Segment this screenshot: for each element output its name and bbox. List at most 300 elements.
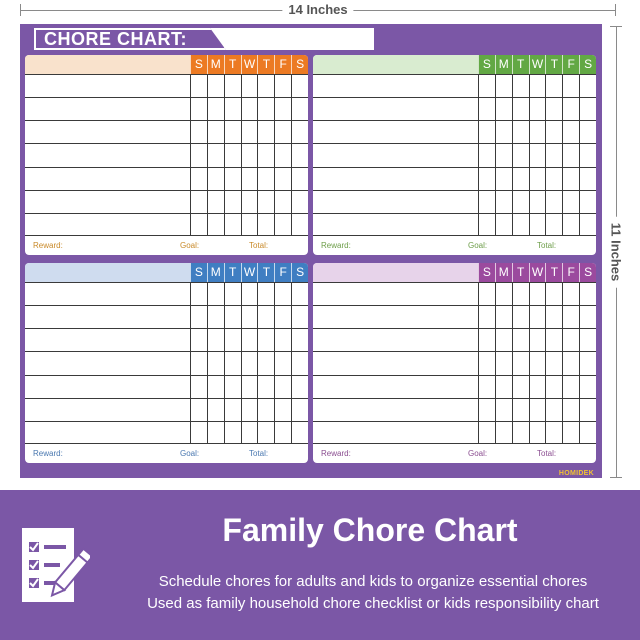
day-check-cell[interactable] bbox=[545, 121, 562, 143]
name-field[interactable] bbox=[313, 263, 478, 282]
chore-row bbox=[25, 120, 308, 143]
day-check-cell[interactable] bbox=[291, 75, 308, 97]
panel-footer bbox=[25, 236, 308, 255]
day-check-cell[interactable] bbox=[512, 306, 529, 328]
day-check-cell[interactable] bbox=[545, 144, 562, 166]
day-check-cell[interactable] bbox=[224, 168, 241, 190]
day-check-cell[interactable] bbox=[529, 329, 546, 351]
day-check-cell[interactable] bbox=[512, 121, 529, 143]
day-check-cell[interactable] bbox=[241, 168, 258, 190]
weekday-label: S bbox=[291, 55, 308, 74]
day-check-cell[interactable] bbox=[241, 352, 258, 374]
weekday-header bbox=[478, 55, 596, 74]
day-check-cell[interactable] bbox=[478, 306, 495, 328]
chore-task-cell[interactable] bbox=[313, 422, 478, 443]
goal-label: Goal: bbox=[180, 241, 200, 250]
day-check-cell[interactable] bbox=[274, 376, 291, 398]
day-check-cell[interactable] bbox=[241, 329, 258, 351]
weekday-label: M bbox=[207, 263, 224, 282]
day-check-cell[interactable] bbox=[241, 191, 258, 213]
day-check-cell[interactable] bbox=[478, 422, 495, 443]
day-check-cell[interactable] bbox=[545, 399, 562, 421]
chore-row bbox=[25, 282, 308, 305]
day-check-cell[interactable] bbox=[579, 422, 596, 443]
day-check-cell[interactable] bbox=[291, 306, 308, 328]
day-check-cell[interactable] bbox=[529, 306, 546, 328]
weekday-label: W bbox=[241, 263, 258, 282]
day-check-cell[interactable] bbox=[224, 399, 241, 421]
total-label: Total: bbox=[537, 241, 557, 250]
panel-header bbox=[313, 55, 596, 74]
day-check-cell[interactable] bbox=[562, 376, 579, 398]
weekday-label: T bbox=[257, 263, 274, 282]
day-check-cell[interactable] bbox=[274, 121, 291, 143]
chore-grid bbox=[313, 74, 596, 236]
day-check-cell[interactable] bbox=[562, 283, 579, 305]
day-check-cell[interactable] bbox=[495, 283, 512, 305]
day-check-cell[interactable] bbox=[257, 306, 274, 328]
day-check-cell[interactable] bbox=[274, 98, 291, 120]
chore-row bbox=[25, 74, 308, 97]
day-check-cell[interactable] bbox=[241, 376, 258, 398]
weekday-label: S bbox=[291, 263, 308, 282]
day-check-cell[interactable] bbox=[579, 283, 596, 305]
day-check-cell[interactable] bbox=[545, 191, 562, 213]
chore-row bbox=[25, 97, 308, 120]
weekday-label: F bbox=[562, 263, 579, 282]
day-check-cell[interactable] bbox=[291, 168, 308, 190]
day-check-cell[interactable] bbox=[478, 98, 495, 120]
weekday-label: S bbox=[478, 263, 495, 282]
day-check-cell[interactable] bbox=[562, 168, 579, 190]
day-check-cell[interactable] bbox=[529, 168, 546, 190]
chore-task-cell[interactable] bbox=[25, 121, 190, 143]
day-check-cell[interactable] bbox=[257, 283, 274, 305]
day-check-cell[interactable] bbox=[291, 214, 308, 235]
day-check-cell[interactable] bbox=[224, 214, 241, 235]
weekday-label: T bbox=[224, 55, 241, 74]
day-check-cell[interactable] bbox=[562, 352, 579, 374]
day-check-cell[interactable] bbox=[257, 376, 274, 398]
day-check-cell[interactable] bbox=[291, 191, 308, 213]
day-check-cell[interactable] bbox=[495, 306, 512, 328]
day-check-cell[interactable] bbox=[190, 352, 207, 374]
day-check-cell[interactable] bbox=[291, 399, 308, 421]
day-check-cell[interactable] bbox=[529, 399, 546, 421]
goal-label: Goal: bbox=[180, 449, 200, 458]
day-check-cell[interactable] bbox=[257, 144, 274, 166]
chore-task-cell[interactable] bbox=[313, 352, 478, 374]
weekday-label: S bbox=[579, 263, 596, 282]
day-check-cell[interactable] bbox=[241, 75, 258, 97]
day-check-cell[interactable] bbox=[495, 75, 512, 97]
chore-row bbox=[25, 190, 308, 213]
chore-task-cell[interactable] bbox=[25, 422, 190, 443]
day-check-cell[interactable] bbox=[495, 191, 512, 213]
chore-task-cell[interactable] bbox=[313, 399, 478, 421]
day-check-cell[interactable] bbox=[529, 191, 546, 213]
day-check-cell[interactable] bbox=[257, 329, 274, 351]
day-check-cell[interactable] bbox=[579, 214, 596, 235]
weekday-label: S bbox=[478, 55, 495, 74]
day-check-cell[interactable] bbox=[241, 144, 258, 166]
total-label: Total: bbox=[249, 241, 269, 250]
day-check-cell[interactable] bbox=[207, 352, 224, 374]
day-check-cell[interactable] bbox=[291, 121, 308, 143]
chore-row bbox=[313, 190, 596, 213]
day-check-cell[interactable] bbox=[190, 75, 207, 97]
weekday-label: W bbox=[529, 263, 546, 282]
day-check-cell[interactable] bbox=[579, 376, 596, 398]
day-check-cell[interactable] bbox=[207, 98, 224, 120]
day-check-cell[interactable] bbox=[562, 121, 579, 143]
chore-chart-board bbox=[20, 24, 602, 478]
panel-header bbox=[25, 263, 308, 282]
panel-header bbox=[25, 55, 308, 74]
weekday-label: S bbox=[190, 263, 207, 282]
day-check-cell[interactable] bbox=[512, 422, 529, 443]
day-check-cell[interactable] bbox=[512, 144, 529, 166]
day-check-cell[interactable] bbox=[478, 376, 495, 398]
day-check-cell[interactable] bbox=[241, 121, 258, 143]
day-check-cell[interactable] bbox=[190, 191, 207, 213]
day-check-cell[interactable] bbox=[274, 399, 291, 421]
reward-label: Reward: bbox=[321, 449, 351, 458]
chore-row bbox=[313, 282, 596, 305]
day-check-cell[interactable] bbox=[562, 144, 579, 166]
day-check-cell[interactable] bbox=[274, 144, 291, 166]
day-check-cell[interactable] bbox=[529, 75, 546, 97]
day-check-cell[interactable] bbox=[207, 376, 224, 398]
day-check-cell[interactable] bbox=[224, 376, 241, 398]
day-check-cell[interactable] bbox=[257, 214, 274, 235]
chore-row bbox=[25, 398, 308, 421]
day-check-cell[interactable] bbox=[562, 399, 579, 421]
chore-row bbox=[313, 375, 596, 398]
chart-title-field bbox=[34, 28, 374, 50]
day-check-cell[interactable] bbox=[579, 121, 596, 143]
chore-task-cell[interactable] bbox=[313, 168, 478, 190]
day-check-cell[interactable] bbox=[190, 399, 207, 421]
day-check-cell[interactable] bbox=[257, 422, 274, 443]
day-check-cell[interactable] bbox=[274, 283, 291, 305]
day-check-cell[interactable] bbox=[274, 306, 291, 328]
chore-grid bbox=[25, 74, 308, 236]
day-check-cell[interactable] bbox=[529, 422, 546, 443]
day-check-cell[interactable] bbox=[207, 191, 224, 213]
day-check-cell[interactable] bbox=[495, 144, 512, 166]
day-check-cell[interactable] bbox=[224, 191, 241, 213]
day-check-cell[interactable] bbox=[512, 98, 529, 120]
day-check-cell[interactable] bbox=[512, 168, 529, 190]
day-check-cell[interactable] bbox=[495, 98, 512, 120]
chore-task-cell[interactable] bbox=[25, 352, 190, 374]
reward-label: Reward: bbox=[33, 449, 63, 458]
chore-task-cell[interactable] bbox=[313, 191, 478, 213]
chore-row bbox=[313, 74, 596, 97]
day-check-cell[interactable] bbox=[512, 214, 529, 235]
day-check-cell[interactable] bbox=[190, 306, 207, 328]
chore-row bbox=[25, 375, 308, 398]
day-check-cell[interactable] bbox=[274, 214, 291, 235]
weekday-label: M bbox=[495, 55, 512, 74]
panel-footer bbox=[313, 236, 596, 255]
chore-row bbox=[313, 351, 596, 374]
reward-label: Reward: bbox=[33, 241, 63, 250]
chore-row bbox=[25, 305, 308, 328]
day-check-cell[interactable] bbox=[529, 376, 546, 398]
chore-task-cell[interactable] bbox=[313, 144, 478, 166]
chore-task-cell[interactable] bbox=[313, 306, 478, 328]
day-check-cell[interactable] bbox=[241, 422, 258, 443]
chore-row bbox=[25, 328, 308, 351]
day-check-cell[interactable] bbox=[478, 168, 495, 190]
chore-task-cell[interactable] bbox=[25, 399, 190, 421]
day-check-cell[interactable] bbox=[545, 75, 562, 97]
day-check-cell[interactable] bbox=[512, 191, 529, 213]
day-check-cell[interactable] bbox=[478, 75, 495, 97]
day-check-cell[interactable] bbox=[274, 422, 291, 443]
day-check-cell[interactable] bbox=[291, 376, 308, 398]
day-check-cell[interactable] bbox=[562, 214, 579, 235]
day-check-cell[interactable] bbox=[529, 214, 546, 235]
day-check-cell[interactable] bbox=[512, 352, 529, 374]
day-check-cell[interactable] bbox=[545, 422, 562, 443]
weekday-label: F bbox=[562, 55, 579, 74]
day-check-cell[interactable] bbox=[224, 98, 241, 120]
day-check-cell[interactable] bbox=[274, 352, 291, 374]
day-check-cell[interactable] bbox=[224, 144, 241, 166]
day-check-cell[interactable] bbox=[478, 121, 495, 143]
day-check-cell[interactable] bbox=[478, 144, 495, 166]
day-check-cell[interactable] bbox=[207, 329, 224, 351]
weekday-label: T bbox=[545, 263, 562, 282]
day-check-cell[interactable] bbox=[291, 144, 308, 166]
day-check-cell[interactable] bbox=[512, 399, 529, 421]
chore-task-cell[interactable] bbox=[25, 283, 190, 305]
day-check-cell[interactable] bbox=[562, 98, 579, 120]
day-check-cell[interactable] bbox=[545, 168, 562, 190]
day-check-cell[interactable] bbox=[241, 306, 258, 328]
chore-task-cell[interactable] bbox=[25, 306, 190, 328]
day-check-cell[interactable] bbox=[545, 214, 562, 235]
day-check-cell[interactable] bbox=[207, 306, 224, 328]
info-banner bbox=[0, 490, 640, 640]
weekday-label: W bbox=[529, 55, 546, 74]
day-check-cell[interactable] bbox=[579, 352, 596, 374]
chore-task-cell[interactable] bbox=[25, 214, 190, 235]
day-check-cell[interactable] bbox=[257, 98, 274, 120]
name-field[interactable] bbox=[313, 55, 478, 74]
day-check-cell[interactable] bbox=[274, 191, 291, 213]
chore-task-cell[interactable] bbox=[25, 144, 190, 166]
day-check-cell[interactable] bbox=[562, 306, 579, 328]
day-check-cell[interactable] bbox=[579, 191, 596, 213]
day-check-cell[interactable] bbox=[190, 214, 207, 235]
day-check-cell[interactable] bbox=[257, 75, 274, 97]
day-check-cell[interactable] bbox=[224, 329, 241, 351]
day-check-cell[interactable] bbox=[478, 214, 495, 235]
day-check-cell[interactable] bbox=[495, 214, 512, 235]
day-check-cell[interactable] bbox=[545, 98, 562, 120]
chore-row bbox=[313, 421, 596, 444]
chore-task-cell[interactable] bbox=[313, 121, 478, 143]
day-check-cell[interactable] bbox=[529, 352, 546, 374]
weekday-header bbox=[190, 263, 308, 282]
day-check-cell[interactable] bbox=[224, 352, 241, 374]
day-check-cell[interactable] bbox=[190, 168, 207, 190]
day-check-cell[interactable] bbox=[291, 352, 308, 374]
day-check-cell[interactable] bbox=[190, 376, 207, 398]
chore-row bbox=[313, 213, 596, 236]
day-check-cell[interactable] bbox=[562, 329, 579, 351]
day-check-cell[interactable] bbox=[224, 75, 241, 97]
weekday-header bbox=[478, 263, 596, 282]
day-check-cell[interactable] bbox=[495, 376, 512, 398]
day-check-cell[interactable] bbox=[545, 306, 562, 328]
day-check-cell[interactable] bbox=[478, 191, 495, 213]
panel-footer bbox=[25, 444, 308, 463]
day-check-cell[interactable] bbox=[579, 306, 596, 328]
day-check-cell[interactable] bbox=[257, 168, 274, 190]
day-check-cell[interactable] bbox=[529, 144, 546, 166]
day-check-cell[interactable] bbox=[529, 98, 546, 120]
width-label: 14 Inches bbox=[282, 2, 353, 17]
chore-row bbox=[25, 213, 308, 236]
chore-task-cell[interactable] bbox=[25, 191, 190, 213]
day-check-cell[interactable] bbox=[562, 422, 579, 443]
day-check-cell[interactable] bbox=[274, 329, 291, 351]
day-check-cell[interactable] bbox=[207, 144, 224, 166]
chore-task-cell[interactable] bbox=[313, 98, 478, 120]
weekday-label: F bbox=[274, 55, 291, 74]
day-check-cell[interactable] bbox=[512, 283, 529, 305]
day-check-cell[interactable] bbox=[224, 422, 241, 443]
day-check-cell[interactable] bbox=[190, 283, 207, 305]
chore-task-cell[interactable] bbox=[313, 75, 478, 97]
day-check-cell[interactable] bbox=[257, 121, 274, 143]
day-check-cell[interactable] bbox=[495, 352, 512, 374]
chore-row bbox=[313, 167, 596, 190]
day-check-cell[interactable] bbox=[241, 283, 258, 305]
day-check-cell[interactable] bbox=[207, 168, 224, 190]
day-check-cell[interactable] bbox=[495, 168, 512, 190]
day-check-cell[interactable] bbox=[512, 75, 529, 97]
day-check-cell[interactable] bbox=[190, 121, 207, 143]
day-check-cell[interactable] bbox=[207, 75, 224, 97]
day-check-cell[interactable] bbox=[545, 376, 562, 398]
chart-title: CHORE CHART: bbox=[44, 29, 187, 49]
chore-row bbox=[313, 328, 596, 351]
chore-task-cell[interactable] bbox=[25, 168, 190, 190]
day-check-cell[interactable] bbox=[545, 283, 562, 305]
day-check-cell[interactable] bbox=[224, 306, 241, 328]
chore-task-cell[interactable] bbox=[313, 329, 478, 351]
name-field[interactable] bbox=[25, 55, 190, 74]
chore-task-cell[interactable] bbox=[25, 329, 190, 351]
day-check-cell[interactable] bbox=[545, 352, 562, 374]
day-check-cell[interactable] bbox=[291, 98, 308, 120]
day-check-cell[interactable] bbox=[495, 329, 512, 351]
total-label: Total: bbox=[537, 449, 557, 458]
day-check-cell[interactable] bbox=[241, 399, 258, 421]
day-check-cell[interactable] bbox=[579, 144, 596, 166]
day-check-cell[interactable] bbox=[291, 329, 308, 351]
day-check-cell[interactable] bbox=[495, 121, 512, 143]
weekday-label: T bbox=[257, 55, 274, 74]
day-check-cell[interactable] bbox=[207, 283, 224, 305]
day-check-cell[interactable] bbox=[579, 399, 596, 421]
name-field[interactable] bbox=[25, 263, 190, 282]
day-check-cell[interactable] bbox=[207, 399, 224, 421]
day-check-cell[interactable] bbox=[478, 399, 495, 421]
chore-task-cell[interactable] bbox=[313, 214, 478, 235]
chore-task-cell[interactable] bbox=[25, 376, 190, 398]
day-check-cell[interactable] bbox=[512, 376, 529, 398]
chore-task-cell[interactable] bbox=[313, 376, 478, 398]
day-check-cell[interactable] bbox=[478, 352, 495, 374]
day-check-cell[interactable] bbox=[224, 121, 241, 143]
day-check-cell[interactable] bbox=[579, 168, 596, 190]
day-check-cell[interactable] bbox=[529, 121, 546, 143]
chore-row bbox=[25, 167, 308, 190]
day-check-cell[interactable] bbox=[291, 422, 308, 443]
day-check-cell[interactable] bbox=[579, 98, 596, 120]
goal-label: Goal: bbox=[468, 449, 488, 458]
day-check-cell[interactable] bbox=[562, 75, 579, 97]
day-check-cell[interactable] bbox=[257, 191, 274, 213]
day-check-cell[interactable] bbox=[478, 329, 495, 351]
day-check-cell[interactable] bbox=[512, 329, 529, 351]
day-check-cell[interactable] bbox=[291, 283, 308, 305]
day-check-cell[interactable] bbox=[241, 98, 258, 120]
chore-row bbox=[313, 143, 596, 166]
day-check-cell[interactable] bbox=[478, 283, 495, 305]
day-check-cell[interactable] bbox=[207, 422, 224, 443]
height-label: 11 Inches bbox=[609, 217, 624, 288]
day-check-cell[interactable] bbox=[579, 329, 596, 351]
day-check-cell[interactable] bbox=[190, 422, 207, 443]
weekday-label: M bbox=[207, 55, 224, 74]
day-check-cell[interactable] bbox=[190, 329, 207, 351]
day-check-cell[interactable] bbox=[224, 283, 241, 305]
day-check-cell[interactable] bbox=[274, 75, 291, 97]
day-check-cell[interactable] bbox=[562, 191, 579, 213]
day-check-cell[interactable] bbox=[190, 144, 207, 166]
day-check-cell[interactable] bbox=[190, 98, 207, 120]
day-check-cell[interactable] bbox=[241, 214, 258, 235]
width-dimension bbox=[20, 0, 616, 20]
day-check-cell[interactable] bbox=[529, 283, 546, 305]
chore-task-cell[interactable] bbox=[25, 75, 190, 97]
day-check-cell[interactable] bbox=[579, 75, 596, 97]
chore-task-cell[interactable] bbox=[313, 283, 478, 305]
chore-task-cell[interactable] bbox=[25, 98, 190, 120]
day-check-cell[interactable] bbox=[257, 352, 274, 374]
chore-row bbox=[25, 143, 308, 166]
weekday-label: W bbox=[241, 55, 258, 74]
day-check-cell[interactable] bbox=[495, 399, 512, 421]
day-check-cell[interactable] bbox=[545, 329, 562, 351]
banner-line-2: Used as family household chore checklist or kids responsibility chart bbox=[147, 595, 599, 612]
chore-row bbox=[25, 351, 308, 374]
day-check-cell[interactable] bbox=[207, 214, 224, 235]
day-check-cell[interactable] bbox=[274, 168, 291, 190]
day-check-cell[interactable] bbox=[207, 121, 224, 143]
weekday-label: T bbox=[545, 55, 562, 74]
day-check-cell[interactable] bbox=[495, 422, 512, 443]
day-check-cell[interactable] bbox=[257, 399, 274, 421]
